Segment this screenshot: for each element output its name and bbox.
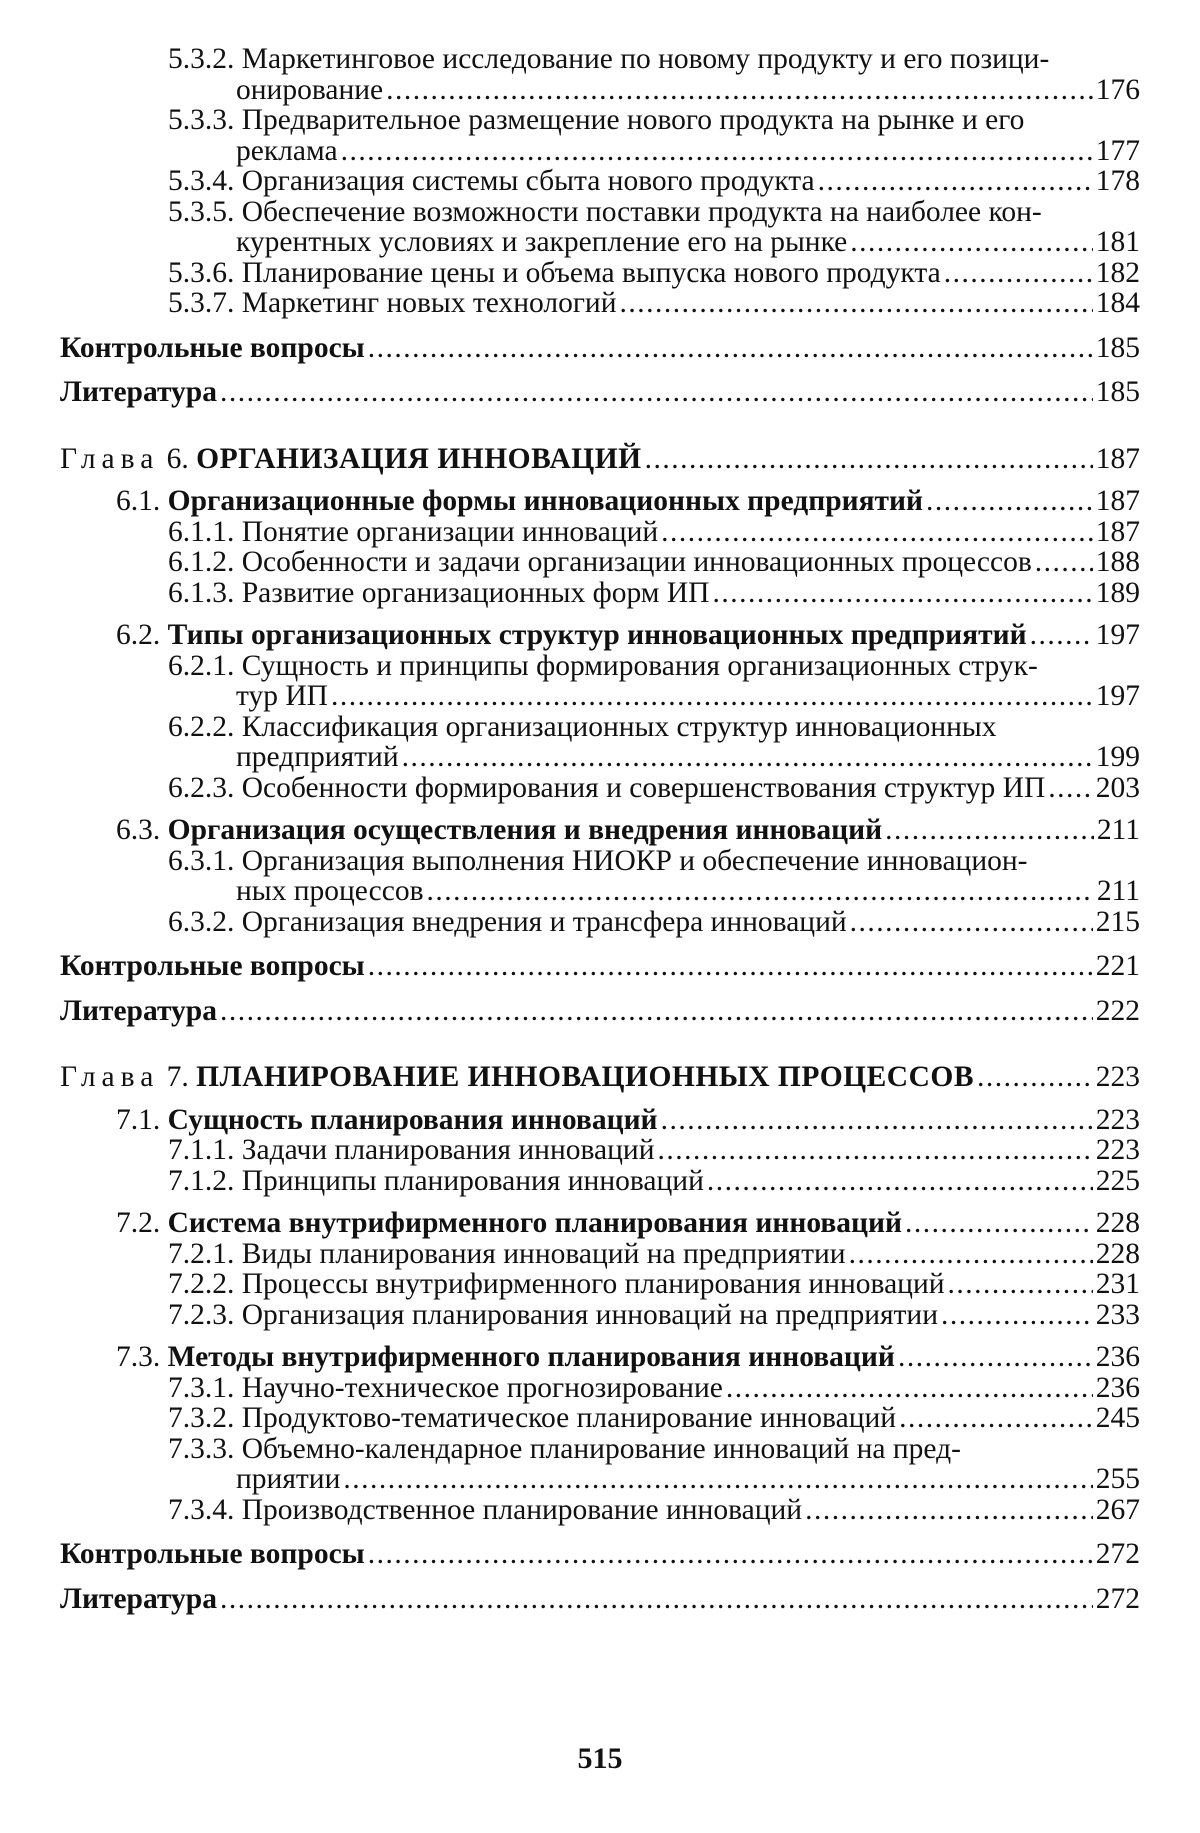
dot-leader bbox=[948, 1269, 1093, 1300]
toc-page-ref: 228 bbox=[1095, 1207, 1140, 1239]
dot-leader bbox=[926, 486, 1093, 517]
dot-leader bbox=[386, 75, 1093, 106]
chapter-title: ОРГАНИЗАЦИЯ ИННОВАЦИЙ bbox=[196, 442, 642, 475]
dot-leader bbox=[726, 1373, 1093, 1404]
toc-entry-title-cont: реклама bbox=[236, 134, 338, 167]
toc-spacer bbox=[60, 1525, 1140, 1539]
toc-item-entry bbox=[60, 1135, 1140, 1166]
toc-entry-last-line bbox=[168, 136, 1140, 167]
toc-entry-line bbox=[60, 951, 1140, 982]
toc-entry-title: Контрольные вопросы bbox=[60, 331, 365, 364]
toc-entry-line bbox=[168, 1403, 1140, 1434]
toc-entry-title bbox=[116, 620, 1027, 651]
toc-spacer bbox=[60, 363, 1140, 377]
toc-subsection-entry bbox=[60, 1105, 1140, 1136]
dot-leader bbox=[977, 1062, 1093, 1093]
toc-subsection-entry bbox=[60, 486, 1140, 517]
toc-item-entry bbox=[60, 288, 1140, 319]
toc-entry-title: 7.1.1. Задачи планирования инноваций bbox=[168, 1134, 655, 1166]
dot-leader bbox=[645, 444, 1093, 475]
toc-entry-title-cont: приятии bbox=[236, 1463, 341, 1495]
dot-leader bbox=[850, 227, 1092, 258]
toc-entry-first-line: 5.3.3. Предварительное размещение нового продукта на рынке и его bbox=[168, 104, 1025, 136]
toc-entry-title: Литература bbox=[60, 1582, 217, 1615]
toc-entry-last-line bbox=[168, 1464, 1140, 1495]
toc-entry-line bbox=[60, 377, 1140, 408]
dot-leader bbox=[368, 951, 1093, 982]
toc-page-ref: 185 bbox=[1095, 331, 1140, 364]
toc-entry-first-line: 6.2.2. Классификация организационных структур инновационных bbox=[168, 710, 997, 743]
toc-entry-title: 6.1.3. Развитие организационных форм ИП bbox=[168, 576, 710, 609]
toc-entry-title: 7.2.1. Виды планирования инноваций на предприятии bbox=[168, 1237, 846, 1270]
dot-leader bbox=[220, 377, 1093, 408]
toc-subsection-entry bbox=[60, 1342, 1140, 1373]
toc-page-ref: 187 bbox=[1095, 485, 1140, 517]
toc-page-ref: 188 bbox=[1095, 546, 1140, 578]
section-title: Типы организационных структур инновационных предприятий bbox=[167, 619, 1027, 651]
toc-page-ref: 178 bbox=[1095, 165, 1140, 197]
toc-section-entry bbox=[60, 951, 1140, 982]
toc-entry-line bbox=[168, 517, 1140, 548]
dot-leader bbox=[941, 1300, 1093, 1331]
toc-entry-title bbox=[60, 444, 642, 475]
toc-spacer bbox=[60, 1570, 1140, 1584]
toc-entry-title bbox=[116, 1342, 895, 1373]
dot-leader bbox=[1048, 773, 1092, 804]
chapter-number: 6. bbox=[166, 442, 189, 475]
chapter-title: ПЛАНИРОВАНИЕ ИННОВАЦИОННЫХ ПРОЦЕССОВ bbox=[196, 1061, 975, 1093]
toc-page-ref: 203 bbox=[1095, 771, 1140, 804]
toc-page-ref: 233 bbox=[1095, 1298, 1140, 1331]
toc-subsection-entry bbox=[60, 1208, 1140, 1239]
toc-entry-title bbox=[116, 1208, 902, 1239]
toc-entry-title bbox=[116, 815, 882, 846]
toc-entry-title: Литература bbox=[60, 994, 217, 1027]
toc-page-ref: 197 bbox=[1095, 619, 1140, 651]
toc-entry-title: Контрольные вопросы bbox=[60, 950, 365, 982]
toc-entry-line bbox=[60, 1539, 1140, 1570]
toc-page-ref: 222 bbox=[1095, 994, 1140, 1027]
section-number: 6.2. bbox=[116, 619, 161, 651]
dot-leader bbox=[657, 1135, 1092, 1166]
toc-entry-title-cont: предприятий bbox=[236, 741, 399, 773]
toc-entry-line bbox=[168, 1166, 1140, 1197]
toc-spacer bbox=[60, 982, 1140, 996]
toc-entry-title: 5.3.4. Организация системы сбыта нового продукта bbox=[168, 165, 815, 197]
dot-leader bbox=[427, 876, 1094, 907]
toc-page-ref: 211 bbox=[1096, 875, 1140, 907]
toc-entry-title: 6.2.3. Особенности формирования и совершенствования структур ИП bbox=[168, 771, 1046, 804]
dot-leader bbox=[368, 333, 1093, 364]
toc-item-entry bbox=[60, 547, 1140, 578]
toc-entry-line bbox=[60, 444, 1140, 475]
toc-section-entry bbox=[60, 996, 1140, 1027]
toc-entry-first-line: 5.3.5. Обеспечение возможности поставки продукта на наиболее кон- bbox=[168, 195, 1042, 228]
dot-leader bbox=[885, 815, 1094, 846]
toc-entry-title: 7.3.1. Научно-техническое прогнозирование bbox=[168, 1371, 723, 1404]
section-title: Организация осуществления и внедрения инноваций bbox=[167, 814, 883, 846]
toc-entry-line bbox=[168, 1300, 1140, 1331]
toc-entry-title: Литература bbox=[60, 376, 217, 408]
dot-leader bbox=[368, 1539, 1093, 1570]
toc-item-entry bbox=[60, 197, 1140, 258]
section-number: 7.1. bbox=[116, 1103, 161, 1136]
toc-item-entry bbox=[60, 1300, 1140, 1331]
dot-leader bbox=[712, 578, 1092, 609]
toc-item-entry bbox=[60, 1434, 1140, 1495]
toc-entry-title: 6.1.1. Понятие организации инноваций bbox=[168, 515, 659, 548]
toc-section-entry bbox=[60, 377, 1140, 408]
toc-item-entry bbox=[60, 712, 1140, 773]
toc-entry-line bbox=[168, 1239, 1140, 1270]
toc-page-ref: 236 bbox=[1095, 1341, 1140, 1373]
toc-entry-first-line: 6.3.1. Организация выполнения НИОКР и обеспечение инновацион- bbox=[168, 844, 1028, 877]
toc-page-ref: 184 bbox=[1095, 287, 1140, 319]
toc-subsection-entry bbox=[60, 815, 1140, 846]
toc-entry-line bbox=[168, 773, 1140, 804]
toc-page-ref: 223 bbox=[1095, 1134, 1140, 1166]
toc-entry-first-line: 5.3.2. Маркетинговое исследование по новому продукту и его позици- bbox=[168, 43, 1050, 75]
page-number: 515 bbox=[577, 1742, 623, 1775]
toc-entry-title: 6.1.2. Особенности и задачи организации инновационных процессов bbox=[168, 546, 1032, 578]
dot-leader bbox=[331, 681, 1093, 712]
toc-item-entry bbox=[60, 773, 1140, 804]
toc-entry-title-cont: тур ИП bbox=[236, 680, 328, 712]
toc-entry-last-line bbox=[168, 681, 1140, 712]
toc-page-ref: 199 bbox=[1095, 741, 1140, 773]
toc-entry-line bbox=[168, 1269, 1140, 1300]
toc-entry-title: 7.3.4. Производственное планирование инноваций bbox=[168, 1493, 803, 1526]
toc-entry-title: 6.3.2. Организация внедрения и трансфера инноваций bbox=[168, 905, 847, 938]
toc-page-ref: 185 bbox=[1095, 376, 1140, 408]
toc-page-ref: 223 bbox=[1095, 1103, 1140, 1136]
chapter-number: 7. bbox=[166, 1061, 189, 1093]
dot-leader bbox=[402, 742, 1093, 773]
dot-leader bbox=[818, 166, 1093, 197]
dot-leader bbox=[220, 996, 1093, 1027]
table-of-contents bbox=[60, 44, 1140, 1614]
toc-page-ref: 221 bbox=[1095, 950, 1140, 982]
toc-item-entry bbox=[60, 44, 1140, 105]
toc-spacer bbox=[60, 1026, 1140, 1062]
toc-entry-last-line bbox=[168, 227, 1140, 258]
toc-page-ref: 228 bbox=[1095, 1237, 1140, 1270]
toc-entry-title-cont: онирование bbox=[236, 73, 384, 106]
toc-entry-title: 7.1.2. Принципы планирования инноваций bbox=[168, 1164, 704, 1197]
toc-item-entry bbox=[60, 651, 1140, 712]
toc-section-entry bbox=[60, 1539, 1140, 1570]
toc-entry-line bbox=[60, 333, 1140, 364]
dot-leader bbox=[1030, 620, 1093, 651]
toc-page-ref: 236 bbox=[1095, 1371, 1140, 1404]
chapter-word: Глава bbox=[60, 1061, 160, 1093]
toc-page-ref: 211 bbox=[1096, 814, 1140, 846]
dot-leader bbox=[707, 1166, 1093, 1197]
toc-entry-line bbox=[116, 1208, 1140, 1239]
toc-item-entry bbox=[60, 578, 1140, 609]
toc-entry-title bbox=[116, 1105, 658, 1136]
toc-entry-line bbox=[168, 1495, 1140, 1526]
toc-entry-line bbox=[116, 815, 1140, 846]
section-number: 7.3. bbox=[116, 1341, 161, 1373]
toc-entry-line bbox=[168, 578, 1140, 609]
toc-page-ref: 223 bbox=[1095, 1061, 1140, 1093]
chapter-heading bbox=[60, 444, 1140, 475]
dot-leader bbox=[944, 258, 1093, 289]
section-number: 7.2. bbox=[116, 1207, 161, 1239]
toc-item-entry bbox=[60, 1373, 1140, 1404]
toc-page-ref: 267 bbox=[1095, 1493, 1140, 1526]
dot-leader bbox=[805, 1495, 1093, 1526]
toc-entry-title: Контрольные вопросы bbox=[60, 1538, 365, 1570]
toc-page-ref: 225 bbox=[1095, 1164, 1140, 1197]
toc-entry-title: 7.2.3. Организация планирования инноваций на предприятии bbox=[168, 1298, 939, 1331]
toc-entry-title-cont: ных процессов bbox=[236, 875, 424, 907]
chapter-word: Глава bbox=[60, 442, 160, 475]
toc-section-entry bbox=[60, 1584, 1140, 1615]
toc-entry-last-line bbox=[168, 876, 1140, 907]
toc-entry-title: 5.3.7. Маркетинг новых технологий bbox=[168, 287, 617, 319]
toc-entry-line bbox=[60, 1584, 1140, 1615]
toc-item-entry bbox=[60, 1269, 1140, 1300]
toc-page-ref: 187 bbox=[1095, 442, 1140, 475]
toc-item-entry bbox=[60, 1239, 1140, 1270]
toc-entry-line bbox=[168, 1373, 1140, 1404]
toc-page-ref: 272 bbox=[1095, 1582, 1140, 1615]
toc-entry-line bbox=[168, 288, 1140, 319]
toc-item-entry bbox=[60, 907, 1140, 938]
toc-entry-line bbox=[60, 996, 1140, 1027]
toc-item-entry bbox=[60, 166, 1140, 197]
toc-entry-title bbox=[116, 486, 923, 517]
dot-leader bbox=[850, 907, 1093, 938]
dot-leader bbox=[343, 1464, 1092, 1495]
dot-leader bbox=[620, 288, 1093, 319]
toc-entry-line bbox=[116, 620, 1140, 651]
toc-entry-last-line bbox=[168, 75, 1140, 106]
toc-entry-title: 7.2.2. Процессы внутрифирменного планирования инноваций bbox=[168, 1268, 945, 1300]
toc-entry-title: 7.3.2. Продуктово-тематическое планирование инноваций bbox=[168, 1402, 897, 1434]
toc-section-entry bbox=[60, 333, 1140, 364]
dot-leader bbox=[1035, 547, 1093, 578]
toc-entry-line bbox=[168, 907, 1140, 938]
toc-page-ref: 215 bbox=[1095, 905, 1140, 938]
toc-page-ref: 272 bbox=[1095, 1538, 1140, 1570]
section-number: 6.1. bbox=[116, 485, 161, 517]
toc-entry-last-line bbox=[168, 742, 1140, 773]
chapter-heading bbox=[60, 1062, 1140, 1093]
toc-page-ref: 189 bbox=[1095, 576, 1140, 609]
toc-entry-line bbox=[116, 1342, 1140, 1373]
dot-leader bbox=[849, 1239, 1093, 1270]
toc-item-entry bbox=[60, 846, 1140, 907]
toc-entry-line bbox=[168, 258, 1140, 289]
section-number: 6.3. bbox=[116, 814, 161, 846]
toc-entry-first-line: 6.2.1. Сущность и принципы формирования организационных струк- bbox=[168, 649, 1038, 682]
dot-leader bbox=[898, 1342, 1093, 1373]
toc-entry-line bbox=[116, 486, 1140, 517]
toc-page-ref: 255 bbox=[1095, 1463, 1140, 1495]
toc-page-ref: 231 bbox=[1095, 1268, 1140, 1300]
toc-spacer bbox=[60, 408, 1140, 444]
toc-entry-title bbox=[60, 1062, 974, 1093]
dot-leader bbox=[661, 517, 1093, 548]
toc-page-ref: 197 bbox=[1095, 680, 1140, 712]
dot-leader bbox=[220, 1584, 1093, 1615]
toc-item-entry bbox=[60, 258, 1140, 289]
dot-leader bbox=[899, 1403, 1093, 1434]
toc-subsection-entry bbox=[60, 620, 1140, 651]
toc-item-entry bbox=[60, 517, 1140, 548]
section-title: Организационные формы инновационных предприятий bbox=[167, 485, 924, 517]
toc-page-ref: 176 bbox=[1095, 73, 1140, 106]
toc-item-entry bbox=[60, 1403, 1140, 1434]
toc-item-entry bbox=[60, 1495, 1140, 1526]
dot-leader bbox=[341, 136, 1093, 167]
toc-page-ref: 181 bbox=[1095, 226, 1140, 258]
dot-leader bbox=[905, 1208, 1093, 1239]
toc-entry-line bbox=[168, 1135, 1140, 1166]
dot-leader bbox=[661, 1105, 1093, 1136]
toc-entry-title-cont: курентных условиях и закрепление его на рынке bbox=[236, 226, 848, 258]
toc-spacer bbox=[60, 319, 1140, 333]
toc-entry-line bbox=[116, 1105, 1140, 1136]
toc-entry-line bbox=[60, 1062, 1140, 1093]
toc-page-ref: 182 bbox=[1095, 256, 1140, 289]
toc-item-entry bbox=[60, 105, 1140, 166]
toc-spacer bbox=[60, 937, 1140, 951]
toc-entry-title: 5.3.6. Планирование цены и объема выпуска нового продукта bbox=[168, 256, 941, 289]
section-title: Система внутрифирменного планирования инноваций bbox=[167, 1207, 903, 1239]
toc-item-entry bbox=[60, 1166, 1140, 1197]
toc-entry-line bbox=[168, 166, 1140, 197]
toc-page-ref: 187 bbox=[1095, 515, 1140, 548]
toc-entry-first-line: 7.3.3. Объемно-календарное планирование инноваций на пред- bbox=[168, 1432, 961, 1465]
toc-page-ref: 245 bbox=[1095, 1402, 1140, 1434]
toc-page-ref: 177 bbox=[1095, 134, 1140, 167]
section-title: Методы внутрифирменного планирования инноваций bbox=[167, 1341, 895, 1373]
section-title: Сущность планирования инноваций bbox=[167, 1103, 658, 1136]
toc-entry-line bbox=[168, 547, 1140, 578]
